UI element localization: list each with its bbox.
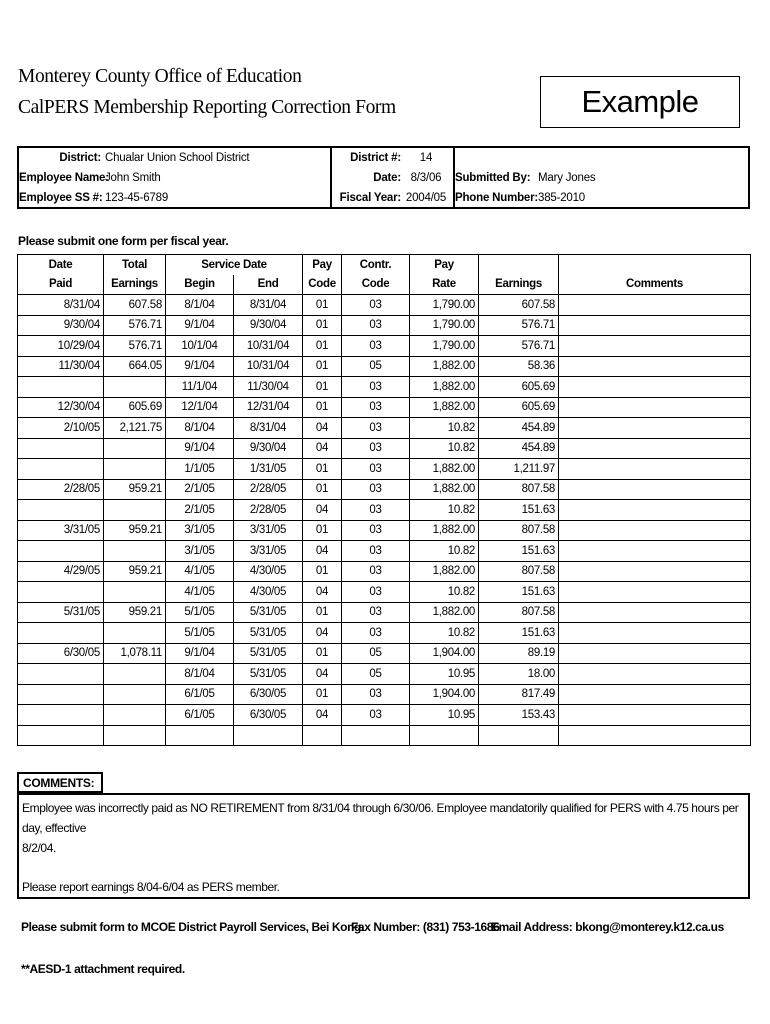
submission-instructions: Please submit form to MCOE District Payroll Services, Bei Kong. xyxy=(21,920,364,934)
cell-total-earnings: 959.21 xyxy=(104,561,166,582)
cell-contr-code: 03 xyxy=(342,561,410,582)
example-label: Example xyxy=(540,76,740,128)
cell-end: 3/31/05 xyxy=(234,541,303,562)
cell-comments xyxy=(559,561,751,582)
cell-end xyxy=(234,725,303,746)
cell-pay-rate: 1,882.00 xyxy=(410,520,479,541)
cell-pay-code: 01 xyxy=(303,356,342,377)
cell-pay-rate: 10.95 xyxy=(410,664,479,685)
cell-pay-rate: 10.82 xyxy=(410,438,479,459)
cell-end: 6/30/05 xyxy=(234,684,303,705)
table-row xyxy=(18,541,751,562)
cell-pay-code: 04 xyxy=(303,705,342,726)
cell-total-earnings: 576.71 xyxy=(104,336,166,357)
header-pay-rate-sub: Rate xyxy=(410,275,479,295)
cell-contr-code: 05 xyxy=(342,664,410,685)
cell-pay-rate: 1,790.00 xyxy=(410,336,479,357)
cell-date-paid xyxy=(18,725,104,746)
cell-earnings: 18.00 xyxy=(479,664,559,685)
cell-earnings: 454.89 xyxy=(479,418,559,439)
cell-pay-rate: 10.82 xyxy=(410,418,479,439)
cell-earnings: 576.71 xyxy=(479,315,559,336)
cell-contr-code: 03 xyxy=(342,418,410,439)
date-value: 8/3/06 xyxy=(410,172,442,184)
cell-contr-code: 03 xyxy=(342,684,410,705)
table-row xyxy=(18,705,751,726)
cell-date-paid: 4/29/05 xyxy=(18,561,104,582)
cell-total-earnings xyxy=(104,705,166,726)
cell-contr-code: 03 xyxy=(342,336,410,357)
table-row xyxy=(18,520,751,541)
table-row xyxy=(18,602,751,623)
cell-begin: 3/1/05 xyxy=(166,541,234,562)
table-row xyxy=(18,664,751,685)
cell-date-paid: 2/28/05 xyxy=(18,479,104,500)
cell-end: 4/30/05 xyxy=(234,561,303,582)
header-row-bottom xyxy=(18,275,751,295)
fiscal-year-value: 2004/05 xyxy=(405,192,447,204)
cell-pay-code: 01 xyxy=(303,602,342,623)
cell-comments xyxy=(559,684,751,705)
cell-pay-code: 01 xyxy=(303,561,342,582)
cell-contr-code: 03 xyxy=(342,623,410,644)
cell-date-paid: 2/10/05 xyxy=(18,418,104,439)
cell-total-earnings xyxy=(104,541,166,562)
cell-end: 5/31/05 xyxy=(234,623,303,644)
table-row xyxy=(18,295,751,316)
cell-earnings: 817.49 xyxy=(479,684,559,705)
form-title: CalPERS Membership Reporting Correction Form xyxy=(18,97,396,118)
table-row xyxy=(18,438,751,459)
cell-pay-rate: 1,882.00 xyxy=(410,602,479,623)
cell-begin: 2/1/05 xyxy=(166,500,234,521)
cell-pay-code: 04 xyxy=(303,623,342,644)
cell-total-earnings: 1,078.11 xyxy=(104,643,166,664)
cell-begin: 4/1/05 xyxy=(166,561,234,582)
cell-total-earnings xyxy=(104,725,166,746)
cell-comments xyxy=(559,520,751,541)
cell-begin: 11/1/04 xyxy=(166,377,234,398)
phone-number-label: Phone Number: xyxy=(455,192,539,204)
district-label: District: xyxy=(59,152,101,164)
cell-pay-code: 01 xyxy=(303,459,342,480)
cell-date-paid xyxy=(18,377,104,398)
cell-begin: 8/1/04 xyxy=(166,664,234,685)
cell-begin: 9/1/04 xyxy=(166,315,234,336)
cell-earnings: 605.69 xyxy=(479,377,559,398)
cell-pay-rate: 10.95 xyxy=(410,705,479,726)
cell-pay-code: 04 xyxy=(303,438,342,459)
cell-total-earnings: 959.21 xyxy=(104,479,166,500)
cell-date-paid: 9/30/04 xyxy=(18,315,104,336)
cell-total-earnings xyxy=(104,438,166,459)
cell-contr-code xyxy=(342,725,410,746)
cell-total-earnings xyxy=(104,500,166,521)
cell-begin: 10/1/04 xyxy=(166,336,234,357)
comment-line: 8/2/04. xyxy=(22,841,56,855)
cell-earnings: 605.69 xyxy=(479,397,559,418)
cell-date-paid xyxy=(18,459,104,480)
cell-comments xyxy=(559,315,751,336)
cell-comments xyxy=(559,705,751,726)
district-number-label: District #: xyxy=(350,152,401,164)
cell-date-paid: 5/31/05 xyxy=(18,602,104,623)
header-contr-code: Contr. xyxy=(342,255,410,275)
cell-end: 9/30/04 xyxy=(234,315,303,336)
cell-comments xyxy=(559,602,751,623)
cell-begin: 9/1/04 xyxy=(166,438,234,459)
table-row xyxy=(18,315,751,336)
cell-begin: 12/1/04 xyxy=(166,397,234,418)
cell-total-earnings xyxy=(104,377,166,398)
date-label: Date: xyxy=(373,172,401,184)
cell-comments xyxy=(559,664,751,685)
header-date-paid: Date xyxy=(18,255,104,275)
table-row xyxy=(18,377,751,398)
cell-earnings: 151.63 xyxy=(479,500,559,521)
cell-pay-rate: 1,790.00 xyxy=(410,295,479,316)
cell-end: 5/31/05 xyxy=(234,664,303,685)
cell-pay-code: 01 xyxy=(303,684,342,705)
cell-end: 3/31/05 xyxy=(234,520,303,541)
header-date-paid-sub: Paid xyxy=(18,275,104,295)
table-row xyxy=(18,397,751,418)
cell-begin: 1/1/05 xyxy=(166,459,234,480)
header-earnings-top xyxy=(479,255,559,275)
header-row-top xyxy=(18,255,751,275)
cell-end: 10/31/04 xyxy=(234,336,303,357)
cell-earnings xyxy=(479,725,559,746)
cell-pay-code: 01 xyxy=(303,295,342,316)
cell-pay-rate: 1,882.00 xyxy=(410,356,479,377)
cell-earnings: 58.36 xyxy=(479,356,559,377)
fiscal-year-label: Fiscal Year: xyxy=(339,192,401,204)
cell-date-paid xyxy=(18,500,104,521)
cell-end: 12/31/04 xyxy=(234,397,303,418)
cell-date-paid: 10/29/04 xyxy=(18,336,104,357)
cell-comments xyxy=(559,479,751,500)
cell-comments xyxy=(559,459,751,480)
cell-end: 6/30/05 xyxy=(234,705,303,726)
cell-begin: 6/1/05 xyxy=(166,684,234,705)
cell-date-paid xyxy=(18,438,104,459)
cell-begin: 5/1/05 xyxy=(166,623,234,644)
cell-end: 5/31/05 xyxy=(234,643,303,664)
cell-begin xyxy=(166,725,234,746)
cell-contr-code: 03 xyxy=(342,438,410,459)
cell-end: 8/31/04 xyxy=(234,295,303,316)
cell-total-earnings: 607.58 xyxy=(104,295,166,316)
header-total-earnings: Total xyxy=(104,255,166,275)
phone-number-value: 385-2010 xyxy=(538,192,585,204)
org-name: Monterey County Office of Education xyxy=(18,66,302,87)
header-contr-code-sub: Code xyxy=(342,275,410,295)
table-row xyxy=(18,582,751,603)
cell-pay-code xyxy=(303,725,342,746)
table-row xyxy=(18,561,751,582)
cell-begin: 8/1/04 xyxy=(166,295,234,316)
cell-contr-code: 03 xyxy=(342,500,410,521)
cell-pay-rate xyxy=(410,725,479,746)
employee-name-value: John Smith xyxy=(105,172,161,184)
cell-comments xyxy=(559,725,751,746)
cell-pay-code: 01 xyxy=(303,315,342,336)
cell-contr-code: 03 xyxy=(342,705,410,726)
attachment-note: **AESD-1 attachment required. xyxy=(21,962,185,976)
cell-date-paid: 11/30/04 xyxy=(18,356,104,377)
cell-date-paid xyxy=(18,705,104,726)
cell-comments xyxy=(559,397,751,418)
cell-pay-rate: 10.82 xyxy=(410,623,479,644)
employee-ss-label: Employee SS #: xyxy=(19,192,103,204)
cell-total-earnings xyxy=(104,684,166,705)
table-row xyxy=(18,500,751,521)
cell-contr-code: 03 xyxy=(342,377,410,398)
cell-contr-code: 03 xyxy=(342,582,410,603)
cell-date-paid: 3/31/05 xyxy=(18,520,104,541)
submitted-by-value: Mary Jones xyxy=(538,172,596,184)
cell-total-earnings xyxy=(104,459,166,480)
submitted-by-label: Submitted By: xyxy=(455,172,531,184)
cell-comments xyxy=(559,623,751,644)
cell-date-paid: 12/30/04 xyxy=(18,397,104,418)
cell-earnings: 1,211.97 xyxy=(479,459,559,480)
cell-comments xyxy=(559,500,751,521)
cell-comments xyxy=(559,438,751,459)
header-pay-code: Pay xyxy=(303,255,342,275)
table-row xyxy=(18,459,751,480)
cell-contr-code: 03 xyxy=(342,397,410,418)
email-address: Email Address: bkong@monterey.k12.ca.us xyxy=(491,920,724,934)
district-number-value: 14 xyxy=(419,152,433,164)
header-comments: Comments xyxy=(559,275,751,295)
cell-begin: 8/1/04 xyxy=(166,418,234,439)
fax-number: Fax Number: (831) 753-1686 xyxy=(351,920,500,934)
cell-comments xyxy=(559,541,751,562)
cell-begin: 5/1/05 xyxy=(166,602,234,623)
cell-pay-code: 01 xyxy=(303,397,342,418)
cell-earnings: 607.58 xyxy=(479,295,559,316)
cell-comments xyxy=(559,336,751,357)
table-row xyxy=(18,479,751,500)
employee-name-label: Employee Name: xyxy=(19,172,109,184)
header-service-date: Service Date xyxy=(166,255,303,275)
cell-comments xyxy=(559,643,751,664)
cell-end: 4/30/05 xyxy=(234,582,303,603)
table-row xyxy=(18,725,751,746)
header-pay-code-sub: Code xyxy=(303,275,342,295)
cell-pay-rate: 10.82 xyxy=(410,500,479,521)
cell-pay-rate: 1,882.00 xyxy=(410,459,479,480)
cell-contr-code: 03 xyxy=(342,295,410,316)
cell-total-earnings: 959.21 xyxy=(104,520,166,541)
cell-end: 2/28/05 xyxy=(234,479,303,500)
cell-pay-code: 01 xyxy=(303,643,342,664)
table-row xyxy=(18,684,751,705)
cell-pay-code: 01 xyxy=(303,520,342,541)
cell-pay-code: 04 xyxy=(303,582,342,603)
cell-total-earnings xyxy=(104,664,166,685)
cell-pay-rate: 1,904.00 xyxy=(410,684,479,705)
table-row xyxy=(18,643,751,664)
employee-ss-value: 123-45-6789 xyxy=(105,192,169,204)
cell-end: 9/30/04 xyxy=(234,438,303,459)
cell-begin: 9/1/04 xyxy=(166,356,234,377)
table-row xyxy=(18,356,751,377)
cell-total-earnings: 664.05 xyxy=(104,356,166,377)
cell-date-paid xyxy=(18,684,104,705)
cell-comments xyxy=(559,377,751,398)
cell-pay-code: 01 xyxy=(303,377,342,398)
cell-pay-rate: 10.82 xyxy=(410,582,479,603)
cell-pay-rate: 1,882.00 xyxy=(410,397,479,418)
cell-begin: 2/1/05 xyxy=(166,479,234,500)
cell-pay-code: 04 xyxy=(303,418,342,439)
header-pay-rate: Pay xyxy=(410,255,479,275)
header-end: End xyxy=(234,275,303,295)
cell-earnings: 807.58 xyxy=(479,520,559,541)
cell-begin: 9/1/04 xyxy=(166,643,234,664)
cell-end: 2/28/05 xyxy=(234,500,303,521)
cell-end: 8/31/04 xyxy=(234,418,303,439)
cell-date-paid xyxy=(18,541,104,562)
cell-date-paid: 8/31/04 xyxy=(18,295,104,316)
cell-date-paid xyxy=(18,582,104,603)
employee-info-box xyxy=(17,146,750,209)
cell-date-paid xyxy=(18,664,104,685)
comments-label: COMMENTS: xyxy=(17,772,103,793)
cell-total-earnings: 2,121.75 xyxy=(104,418,166,439)
cell-end: 10/31/04 xyxy=(234,356,303,377)
cell-earnings: 151.63 xyxy=(479,582,559,603)
cell-contr-code: 03 xyxy=(342,602,410,623)
district-value: Chualar Union School District xyxy=(105,152,250,164)
cell-earnings: 89.19 xyxy=(479,643,559,664)
header-begin: Begin xyxy=(166,275,234,295)
cell-comments xyxy=(559,295,751,316)
cell-pay-code: 04 xyxy=(303,541,342,562)
cell-pay-rate: 10.82 xyxy=(410,541,479,562)
cell-earnings: 576.71 xyxy=(479,336,559,357)
cell-earnings: 454.89 xyxy=(479,438,559,459)
cell-contr-code: 05 xyxy=(342,643,410,664)
cell-contr-code: 03 xyxy=(342,479,410,500)
cell-comments xyxy=(559,582,751,603)
cell-contr-code: 03 xyxy=(342,315,410,336)
cell-earnings: 153.43 xyxy=(479,705,559,726)
cell-pay-rate: 1,882.00 xyxy=(410,479,479,500)
cell-pay-rate: 1,790.00 xyxy=(410,315,479,336)
cell-total-earnings: 959.21 xyxy=(104,602,166,623)
earnings-table-body xyxy=(18,295,751,746)
cell-end: 5/31/05 xyxy=(234,602,303,623)
cell-begin: 6/1/05 xyxy=(166,705,234,726)
cell-pay-rate: 1,904.00 xyxy=(410,643,479,664)
cell-contr-code: 03 xyxy=(342,541,410,562)
comments-box xyxy=(17,793,750,899)
cell-end: 1/31/05 xyxy=(234,459,303,480)
header-comments-top xyxy=(559,255,751,275)
cell-comments xyxy=(559,356,751,377)
cell-pay-code: 01 xyxy=(303,479,342,500)
cell-total-earnings: 576.71 xyxy=(104,315,166,336)
cell-contr-code: 03 xyxy=(342,520,410,541)
earnings-table xyxy=(17,254,751,746)
cell-pay-code: 04 xyxy=(303,500,342,521)
cell-earnings: 807.58 xyxy=(479,561,559,582)
comment-line: Employee was incorrectly paid as NO RETIREMENT from 8/31/04 through 6/30/06. Employee mandatorily qualified for PERS with 4.75 hours per day, effective xyxy=(22,801,739,835)
cell-begin: 3/1/05 xyxy=(166,520,234,541)
cell-date-paid xyxy=(18,623,104,644)
cell-earnings: 151.63 xyxy=(479,623,559,644)
comment-line: Please report earnings 8/04-6/04 as PERS member. xyxy=(22,880,280,894)
cell-contr-code: 05 xyxy=(342,356,410,377)
cell-earnings: 807.58 xyxy=(479,602,559,623)
cell-pay-code: 01 xyxy=(303,336,342,357)
table-row xyxy=(18,418,751,439)
header-total-earnings-sub: Earnings xyxy=(104,275,166,295)
cell-contr-code: 03 xyxy=(342,459,410,480)
cell-total-earnings xyxy=(104,582,166,603)
cell-total-earnings xyxy=(104,623,166,644)
cell-pay-rate: 1,882.00 xyxy=(410,377,479,398)
cell-pay-code: 04 xyxy=(303,664,342,685)
cell-comments xyxy=(559,418,751,439)
cell-end: 11/30/04 xyxy=(234,377,303,398)
cell-earnings: 151.63 xyxy=(479,541,559,562)
cell-total-earnings: 605.69 xyxy=(104,397,166,418)
header-earnings: Earnings xyxy=(479,275,559,295)
cell-pay-rate: 1,882.00 xyxy=(410,561,479,582)
cell-earnings: 807.58 xyxy=(479,479,559,500)
fiscal-year-note: Please submit one form per fiscal year. xyxy=(18,234,229,248)
cell-begin: 4/1/05 xyxy=(166,582,234,603)
table-row xyxy=(18,336,751,357)
cell-date-paid: 6/30/05 xyxy=(18,643,104,664)
table-row xyxy=(18,623,751,644)
